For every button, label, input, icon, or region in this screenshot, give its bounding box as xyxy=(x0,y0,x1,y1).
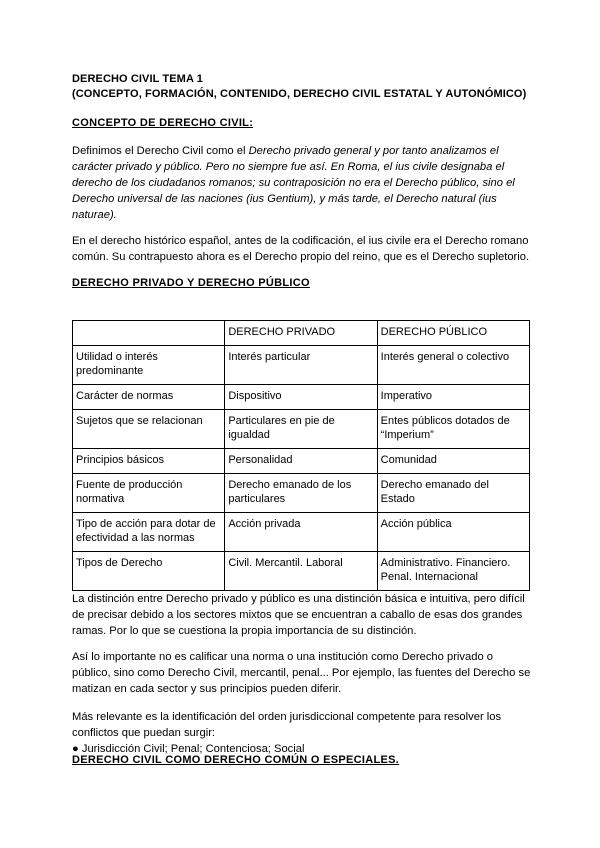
table-cell: Derecho emanado de los particulares xyxy=(225,474,377,513)
table-cell: Derecho emanado del Estado xyxy=(377,474,529,513)
table-cell: Carácter de normas xyxy=(73,385,225,410)
table-row xyxy=(73,474,530,513)
document-title xyxy=(72,72,532,102)
title-line-1: DERECHO CIVIL TEMA 1 xyxy=(72,73,203,85)
paragraph-distinction: La distinción entre Derecho privado y público es una distinción básica e intuitiva, pero difícil de precisar debido a los sectores mixtos que se encuentran a caballo de esas dos grandes ramas. Por lo que se cuestiona la propia importancia de su distinción. xyxy=(72,593,525,637)
table-row xyxy=(73,385,530,410)
paragraph-calificar: Así lo importante no es calificar una norma o una institución como Derecho privado o público, sino como Derecho Civil, mercantil, penal... Por ejemplo, las fuentes del Derecho se matizan en cada sector y sus principios pueden diferir. xyxy=(72,651,531,695)
definition-italic: Derecho privado general y por tanto analizamos el carácter privado y público. Pero no siempre fue así. En Roma, el ius civile designaba el derecho de los ciudadanos romanos; su contraposición no era el Derecho público, sino el Derecho universal de las naciones (ius Gentium), y más tarde, el Derecho natural (ius naturae). xyxy=(72,145,515,221)
table-cell: Interés general o colectivo xyxy=(377,346,529,385)
table-cell: Utilidad o interés predominante xyxy=(73,346,225,385)
table-cell: Entes públicos dotados de “Imperium” xyxy=(377,410,529,449)
table-cell: Principios básicos xyxy=(73,449,225,474)
table-row xyxy=(73,410,530,449)
table-cell: Tipo de acción para dotar de efectividad a las normas xyxy=(73,513,225,552)
table-cell: Dispositivo xyxy=(225,385,377,410)
table-cell: Administrativo. Financiero. Penal. Internacional xyxy=(377,552,529,591)
table-cell: Particulares en pie de igualdad xyxy=(225,410,377,449)
table-cell: Personalidad xyxy=(225,449,377,474)
paragraph-historical: En el derecho histórico español, antes de la codificación, el ius civile era el Derecho romano común. Su contrapuesto ahora es el Derecho propio del reino, que es el Derecho supletorio. xyxy=(72,235,530,263)
table-row xyxy=(73,552,530,591)
table-row xyxy=(73,513,530,552)
comparison-table xyxy=(72,320,530,591)
table-header-row xyxy=(73,321,530,346)
paragraph-jurisdiccion: Más relevante es la identificación del orden jurisdiccional competente para resolver los conflictos que puedan surgir: xyxy=(72,711,502,739)
title-line-2: (CONCEPTO, FORMACIÓN, CONTENIDO, DERECHO CIVIL ESTATAL Y AUTONÓMICO) xyxy=(72,88,527,100)
table-cell: Comunidad xyxy=(377,449,529,474)
paragraph-definition xyxy=(72,143,532,223)
table-row xyxy=(73,449,530,474)
table-cell: Tipos de Derecho xyxy=(73,552,225,591)
section-heading-concepto: CONCEPTO DE DERECHO CIVIL: xyxy=(72,117,254,129)
table-header-cell xyxy=(73,321,225,346)
table-cell: Interés particular xyxy=(225,346,377,385)
table-row xyxy=(73,346,530,385)
section-heading-comun-especiales: DERECHO CIVIL COMO DERECHO COMÚN O ESPECIALES. xyxy=(72,754,400,766)
table-cell: Acción privada xyxy=(225,513,377,552)
table-cell: Fuente de producción normativa xyxy=(73,474,225,513)
bullet-jurisdicciones: ● Jurisdicción Civil; Penal; Contenciosa; Social xyxy=(72,743,305,755)
table-cell: Sujetos que se relacionan xyxy=(73,410,225,449)
table-cell: Imperativo xyxy=(377,385,529,410)
section-heading-privado-publico: DERECHO PRIVADO Y DERECHO PÚBLICO xyxy=(72,277,310,289)
table-header-cell: DERECHO PRIVADO xyxy=(225,321,377,346)
table-header-cell: DERECHO PÚBLICO xyxy=(377,321,529,346)
table-cell: Acción pública xyxy=(377,513,529,552)
definition-intro: Definimos el Derecho Civil como el xyxy=(72,145,249,157)
table-cell: Civil. Mercantil. Laboral xyxy=(225,552,377,591)
